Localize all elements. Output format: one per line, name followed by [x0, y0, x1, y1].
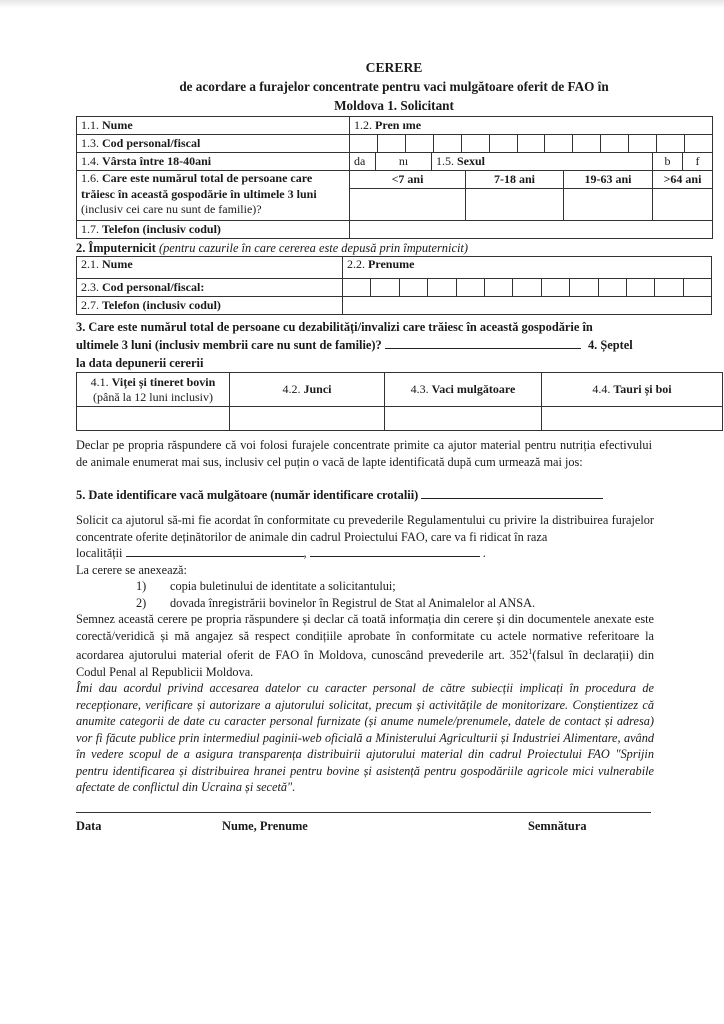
row-rep-nume	[77, 257, 712, 279]
count-19-63-input[interactable]	[564, 189, 653, 221]
rep-code-digit-cell[interactable]	[683, 279, 711, 296]
consent-text: Îmi dau acordul privind accesarea datelor cu caracter personal de către subiecții implicați în procedura de recepționare, verificare și autorizare a ajutorului solicitat, precum și activitățile de monitorizare. Conștientizez că anumite categorii de date cu caracter personal furnizate (și anume numele/prenumele, datele de contact și adresa) vor fi făcute publice prin intermediul paginii-web oficială a Ministerului Agriculturii și Industriei Alimentare, având în vedere scopul de a asigura transparența distribuirii ajutorului material din cadrul Proiectului FAO "Sprijin pentru identificarea și distribuirea hranei pentru bovine și asistență pentru gospodăriile agricole mici vulnerabile afectate de conflictul din Ucraina și secetă".	[76, 681, 654, 795]
age-group-over64: >64 ani	[653, 171, 713, 189]
sexul-label: 1.5. Sexul	[432, 153, 653, 171]
code-digit-cell[interactable]	[405, 135, 433, 152]
tauri-count-input[interactable]	[542, 407, 723, 431]
rep-code-digit-cell[interactable]	[370, 279, 398, 296]
rep-code-digit-cell[interactable]	[484, 279, 512, 296]
rep-code-digit-cell[interactable]	[598, 279, 626, 296]
scan-shadow	[0, 0, 724, 8]
varsta-nu-option[interactable]: nı	[376, 153, 432, 171]
row-persoane-header	[77, 171, 713, 189]
representative-table	[76, 256, 712, 315]
localitate-input-1[interactable]	[126, 545, 304, 557]
date-label: Data	[76, 818, 102, 833]
row-telefon	[77, 221, 713, 239]
rep-code-digit-cell[interactable]	[541, 279, 569, 296]
code-digit-cell[interactable]	[433, 135, 461, 152]
rep-code-digit-cell[interactable]	[626, 279, 654, 296]
section4-heading: 4. Șeptel	[587, 338, 633, 352]
cod-label: 1.3. Cod personal/fiscal	[77, 135, 350, 153]
form-title: CERERE	[365, 60, 423, 75]
code-digit-cell[interactable]	[489, 135, 517, 152]
code-digit-cell[interactable]	[350, 135, 377, 152]
code-digit-cell[interactable]	[461, 135, 489, 152]
signature-line	[76, 812, 651, 813]
row-rep-cod	[77, 279, 712, 297]
code-digit-cell[interactable]	[656, 135, 684, 152]
row-nume	[77, 117, 713, 135]
code-digit-cell[interactable]	[684, 135, 712, 152]
row-rep-telefon	[77, 297, 712, 315]
form-subtitle-line1: de acordare a furajelor concentrate pentru vaci mulgătoare oferit de FAO în	[179, 79, 609, 94]
count-7-18-input[interactable]	[466, 189, 564, 221]
sexul-f-option[interactable]: f	[683, 153, 713, 171]
signature-labels	[76, 819, 712, 834]
rep-code-digit-cell[interactable]	[427, 279, 455, 296]
code-digit-cell[interactable]	[377, 135, 405, 152]
applicant-table	[76, 116, 713, 239]
section5: 5. Date identificare vacă mulgătoare (număr identificare crotalii)	[76, 487, 712, 503]
name-label: Nume, Prenume	[222, 818, 308, 833]
varsta-da-option[interactable]: da	[350, 153, 376, 171]
request-text: Solicit ca ajutorul să-mi fie acordat în conformitate cu prevederile Regulamentului cu privire la distribuirea furajelor concentrate oferite deținătorilor de animale din cadrul Proiectului FAO, care va fi ridicat în raza localității , .	[76, 513, 654, 560]
rep-code-digit-cell[interactable]	[654, 279, 682, 296]
section4-subheading: la data depunerii cererii	[76, 356, 204, 370]
annex-intro: La cerere se anexează:	[76, 562, 187, 577]
rep-code-digit-cell[interactable]	[512, 279, 540, 296]
rep-code-digit-cell[interactable]	[399, 279, 427, 296]
col-vaci: 4.3. Vaci mulgătoare	[385, 373, 542, 407]
vitei-count-input[interactable]	[77, 407, 230, 431]
nume-label: 1.1. Nume	[77, 117, 350, 135]
livestock-values-row	[77, 407, 723, 431]
signature-label: Semnătura	[528, 818, 587, 833]
varsta-label: 1.4. Vârsta între 18-40ani	[77, 153, 350, 171]
age-group-under7: <7 ani	[350, 171, 466, 189]
vaci-count-input[interactable]	[385, 407, 542, 431]
count-over64-input[interactable]	[653, 189, 713, 221]
junci-count-input[interactable]	[230, 407, 385, 431]
count-under7-input[interactable]	[350, 189, 466, 221]
age-group-7-18: 7-18 ani	[466, 171, 564, 189]
col-junci: 4.2. Junci	[230, 373, 385, 407]
code-digit-cell[interactable]	[600, 135, 628, 152]
section2-heading: 2. Împuternicit (pentru cazurile în care cererea este depusă prin împuternicit)	[76, 241, 468, 255]
code-digit-cell[interactable]	[572, 135, 600, 152]
rep-telefon-label: 2.7. Telefon (inclusiv codul)	[77, 297, 343, 315]
declaration-text: Declar pe propria răspundere că voi folosi furajele concentrate primite ca ajutor material pentru nutriția efectivului de animale enumerat mai sus, inclusiv cel puțin o vacă de lapte identificată după cum urmează mai jos:	[76, 438, 652, 469]
annex-item: 2) dovada înregistrării bovinelor în Registrul de Stat al Animalelor al ANSA.	[136, 595, 536, 610]
form-subtitle-line2: Moldova 1. Solicitant	[334, 98, 454, 113]
application-form	[76, 58, 712, 834]
disabled-count-input[interactable]	[385, 337, 581, 349]
code-digit-cell[interactable]	[517, 135, 545, 152]
telefon-input[interactable]	[350, 221, 713, 239]
code-digit-cell[interactable]	[544, 135, 572, 152]
col-vitei: 4.1. Viței și tineret bovin (până la 12 luni inclusiv)	[77, 373, 230, 407]
rep-code-digit-cell[interactable]	[343, 279, 370, 296]
row-cod	[77, 135, 713, 153]
section3-question: 3. Care este numărul total de persoane cu dezabilități/invalizi care trăiesc în această gospodărie în ultimele 3 luni (inclusiv membrii care nu sunt de familie)? 4. Șeptel la data depunerii cererii	[76, 318, 712, 372]
telefon-label: 1.7. Telefon (inclusiv codul)	[77, 221, 350, 239]
rep-code-digit-cell[interactable]	[456, 279, 484, 296]
livestock-table	[76, 372, 723, 431]
sexul-b-option[interactable]: b	[653, 153, 683, 171]
sign-statement: Semnez această cerere pe propria răspundere și declar că toată informația din cerere și din documentele anexate este corectă/veridică și mă angajez să respect condițiile aprobate în conformitate cu actele normative referitoare la acordarea ajutorului material oferit de FAO în Moldova, cunoscând prevederile art. $352^1(falsul$ în declarații) din Codul Penal al Republicii Moldova.	[76, 612, 654, 679]
rep-cod-grid[interactable]	[343, 279, 712, 297]
rep-code-digit-cell[interactable]	[569, 279, 597, 296]
crotalii-input[interactable]	[421, 487, 603, 499]
col-tauri: 4.4. Tauri și boi	[542, 373, 723, 407]
rep-telefon-input[interactable]	[343, 297, 712, 315]
rep-nume-label: 2.1. Nume	[77, 257, 343, 279]
livestock-header-row	[77, 373, 723, 407]
annex-item: 1) copia buletinului de identitate a solicitantului;	[136, 579, 396, 593]
prenume-field[interactable]: 1.2. Pren ıme	[350, 117, 713, 135]
code-digit-cell[interactable]	[628, 135, 656, 152]
rep-cod-label: 2.3. Cod personal/fiscal:	[77, 279, 343, 297]
localitate-input-2[interactable]	[310, 545, 480, 557]
rep-prenume-field[interactable]: 2.2. Prenume	[343, 257, 712, 279]
persoane-label: 1.6. Care este numărul total de persoane care trăiesc în această gospodărie în ultimele 3 luni (inclusiv cei care nu sunt de familie)?	[77, 171, 350, 221]
age-group-19-63: 19-63 ani	[564, 171, 653, 189]
cod-grid[interactable]	[350, 135, 713, 153]
row-varsta	[77, 153, 713, 171]
